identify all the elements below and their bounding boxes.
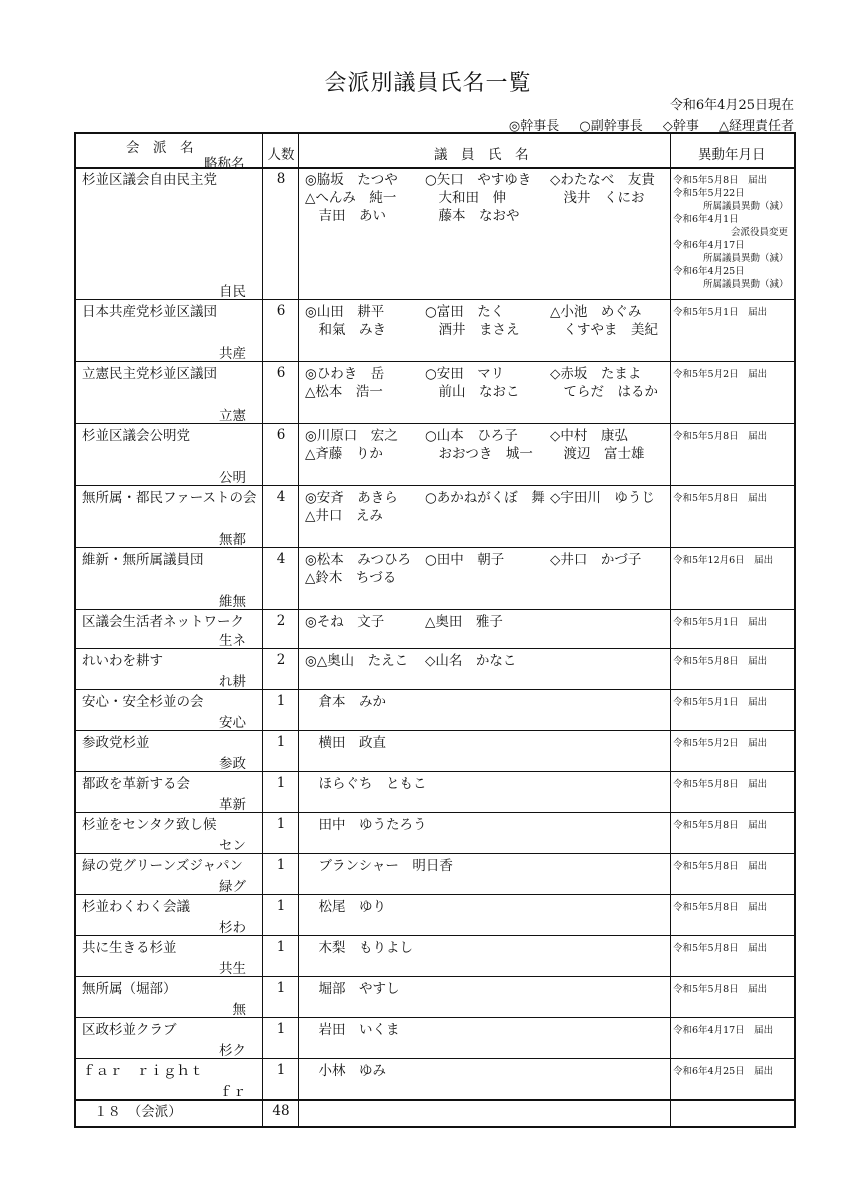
change-entry: 令和6年4月17日 <box>673 240 745 251</box>
change-entry: 所属議員異動（減） <box>703 201 789 212</box>
change-entry: 令和5年5月8日 届出 <box>673 861 768 872</box>
row-divider <box>76 1017 794 1018</box>
member-count: 1 <box>276 734 286 750</box>
legend-item: ◎幹事長 <box>508 119 560 134</box>
member-name: 田中 ゆうたろう <box>305 817 427 833</box>
member-name: ブランシャー 明日香 <box>305 858 453 874</box>
faction-abbr: 維無 <box>219 594 246 610</box>
change-history <box>673 696 767 709</box>
faction-name: 維新・無所属議員団 <box>82 552 204 568</box>
faction-name: 共に生きる杉並 <box>82 940 177 956</box>
member-count: 1 <box>276 816 286 832</box>
change-entry: 令和5年5月1日 届出 <box>673 307 768 318</box>
faction-name: ｆａｒ ｒｉｇｈｔ <box>82 1063 204 1079</box>
member-name: 横田 政直 <box>305 735 386 751</box>
member-name: 小林 ゆみ <box>305 1063 386 1079</box>
member-name: △井口 えみ <box>305 508 383 524</box>
as-of-date: 令和6年4月25日現在 <box>669 98 794 113</box>
member-count: 2 <box>276 652 286 668</box>
faction-name: 無所属（堀部） <box>82 981 177 997</box>
column-divider <box>298 134 299 1126</box>
row-divider <box>76 1099 794 1101</box>
member-name: 吉田 あい <box>305 208 386 224</box>
faction-abbr: 無 <box>232 1002 246 1018</box>
member-name: 倉本 みか <box>305 694 386 710</box>
member-count: 8 <box>276 171 286 187</box>
row-divider <box>76 1058 794 1059</box>
change-history <box>673 368 767 381</box>
member-name: 木梨 もりよし <box>305 940 413 956</box>
change-entry: 令和6年4月25日 届出 <box>673 1066 774 1077</box>
faction-abbr: 無都 <box>219 532 246 548</box>
row-divider <box>76 361 794 362</box>
change-entry: 令和6年4月17日 届出 <box>673 1025 774 1036</box>
row-divider <box>76 894 794 895</box>
member-name: △斉藤 りか <box>305 446 383 462</box>
member-name: ◎松本 みつひろ <box>305 552 412 568</box>
faction-abbr: 革新 <box>219 797 246 813</box>
faction-table <box>74 132 796 1128</box>
faction-abbr: 参政 <box>219 756 246 772</box>
change-history <box>673 1024 773 1037</box>
change-entry: 令和5年5月8日 届出 <box>673 431 768 442</box>
faction-abbr: 公明 <box>219 470 246 486</box>
faction-abbr: 杉わ <box>219 920 246 936</box>
change-history <box>673 860 767 873</box>
total-count: 48 <box>272 1103 290 1119</box>
row-divider <box>76 689 794 690</box>
member-name: △へんみ 純一 <box>305 190 397 206</box>
member-count: 6 <box>276 427 286 443</box>
change-entry: 令和5年5月2日 届出 <box>673 369 768 380</box>
member-count: 1 <box>276 898 286 914</box>
member-name: ◎山田 耕平 <box>305 304 385 320</box>
change-entry: 令和5年5月1日 届出 <box>673 697 768 708</box>
change-history <box>673 655 767 668</box>
change-entry: 令和5年5月8日 届出 <box>673 656 768 667</box>
member-count: 1 <box>276 1062 286 1078</box>
change-entry: 令和5年5月2日 届出 <box>673 738 768 749</box>
row-divider <box>76 730 794 731</box>
header-abbr: 略称名 <box>204 156 245 172</box>
member-name: △松本 浩一 <box>305 384 383 400</box>
change-entry: 所属議員異動（減） <box>703 279 789 290</box>
change-entry: 会派役員変更 <box>731 227 789 238</box>
faction-abbr: 自民 <box>219 284 246 300</box>
member-count: 1 <box>276 693 286 709</box>
change-history <box>673 430 767 443</box>
member-name: 和氣 みき <box>305 322 386 338</box>
member-name: 大和田 伸 <box>425 190 506 206</box>
total-factions: １８ （会派） <box>94 1104 182 1120</box>
faction-name: 都政を革新する会 <box>82 776 190 792</box>
faction-abbr: 生ネ <box>219 633 246 649</box>
row-divider <box>76 299 794 300</box>
faction-name: 杉並わくわく会議 <box>82 899 190 915</box>
member-name: 松尾 ゆり <box>305 899 386 915</box>
member-name: 堀部 やすし <box>305 981 400 997</box>
faction-name: 杉並区議会自由民主党 <box>82 172 217 188</box>
faction-name: 日本共産党杉並区議団 <box>82 304 217 320</box>
member-name: ○あかねがくぼ 舞 <box>425 490 545 506</box>
member-name: ほらぐち ともこ <box>305 776 427 792</box>
member-name: △鈴木 ちづる <box>305 570 397 586</box>
column-divider <box>670 134 671 1126</box>
member-name: ○安田 マリ <box>425 366 505 382</box>
header-members: 議 員 氏 名 <box>434 147 529 163</box>
row-divider <box>76 812 794 813</box>
member-name: 岩田 いくま <box>305 1022 400 1038</box>
page-title: 会派別議員氏名一覧 <box>324 71 532 96</box>
member-count: 1 <box>276 939 286 955</box>
faction-name: 立憲民主党杉並区議団 <box>82 366 217 382</box>
change-entry: 令和5年5月8日 届出 <box>673 779 768 790</box>
row-divider <box>76 648 794 649</box>
change-entry: 令和5年5月22日 <box>673 188 745 199</box>
member-name: ◎△奥山 たえこ <box>305 653 409 669</box>
change-history <box>673 492 767 505</box>
faction-name: 区政杉並クラブ <box>82 1022 177 1038</box>
member-name: ◎脇坂 たつや <box>305 172 398 188</box>
member-name: ◇山名 かなこ <box>425 653 517 669</box>
member-name: ◇わたなべ 友貴 <box>550 172 655 188</box>
row-divider <box>76 853 794 854</box>
member-name: 渡辺 富士雄 <box>550 446 645 462</box>
faction-abbr: 共産 <box>219 346 246 362</box>
change-history <box>673 942 767 955</box>
change-history <box>673 819 767 832</box>
change-entry: 令和5年5月8日 届出 <box>673 820 768 831</box>
member-count: 4 <box>276 551 286 567</box>
faction-name: 緑の党グリーンズジャパン <box>82 858 244 874</box>
member-name: ○田中 朝子 <box>425 552 505 568</box>
faction-name: 安心・安全杉並の会 <box>82 694 204 710</box>
member-name: おおつき 城一 <box>425 446 533 462</box>
row-divider <box>76 771 794 772</box>
member-name: ◇赤坂 たまよ <box>550 366 642 382</box>
faction-name: 区議会生活者ネットワーク <box>82 614 244 630</box>
change-entry: 令和5年5月8日 届出 <box>673 943 768 954</box>
faction-name: れいわを耕す <box>82 653 163 669</box>
member-count: 1 <box>276 980 286 996</box>
change-entry: 令和5年5月1日 届出 <box>673 617 768 628</box>
member-name: ◇中村 康弘 <box>550 428 628 444</box>
header-count: 人数 <box>267 147 295 163</box>
member-name: ○山本 ひろ子 <box>425 428 518 444</box>
row-divider <box>76 976 794 977</box>
change-history <box>673 174 789 291</box>
change-entry: 所属議員異動（減） <box>703 253 789 264</box>
header-faction: 会 派 名 <box>126 140 194 156</box>
member-count: 1 <box>276 775 286 791</box>
change-history <box>673 306 767 319</box>
member-count: 1 <box>276 1021 286 1037</box>
change-entry: 令和5年5月8日 届出 <box>673 902 768 913</box>
member-name: 酒井 まさえ <box>425 322 520 338</box>
header-changes: 異動年月日 <box>698 147 766 163</box>
change-history <box>673 616 767 629</box>
change-entry: 令和5年12月6日 届出 <box>673 555 774 566</box>
row-divider <box>76 485 794 486</box>
faction-abbr: 緑グ <box>219 879 246 895</box>
change-history <box>673 901 767 914</box>
header-divider <box>76 167 794 169</box>
member-name: ◎安斉 あきら <box>305 490 398 506</box>
member-name: △小池 めぐみ <box>550 304 642 320</box>
change-entry: 令和6年4月25日 <box>673 266 745 277</box>
change-entry: 令和5年5月8日 届出 <box>673 984 768 995</box>
member-name: 藤本 なおや <box>425 208 520 224</box>
member-name: くすやま 美紀 <box>550 322 658 338</box>
legend-item: △経理責任者 <box>719 119 794 134</box>
member-count: 1 <box>276 857 286 873</box>
faction-name: 杉並をセンタク致し候 <box>82 817 217 833</box>
faction-abbr: 立憲 <box>219 408 246 424</box>
faction-abbr: れ耕 <box>219 674 246 690</box>
faction-name: 杉並区議会公明党 <box>82 428 190 444</box>
member-name: てらだ はるか <box>550 384 658 400</box>
member-name: △奥田 雅子 <box>425 614 503 630</box>
member-name: ◎川原口 宏之 <box>305 428 398 444</box>
faction-abbr: 共生 <box>219 961 246 977</box>
change-history <box>673 1065 773 1078</box>
change-history <box>673 778 767 791</box>
row-divider <box>76 935 794 936</box>
faction-abbr: ｆｒ <box>219 1084 246 1100</box>
member-count: 4 <box>276 489 286 505</box>
member-name: ○矢口 やすゆき <box>425 172 532 188</box>
faction-name: 参政党杉並 <box>82 735 150 751</box>
member-count: 6 <box>276 303 286 319</box>
faction-name: 無所属・都民ファーストの会 <box>82 490 257 506</box>
column-divider <box>262 134 263 1126</box>
change-history <box>673 554 773 567</box>
faction-abbr: 安心 <box>219 715 246 731</box>
member-name: ○富田 たく <box>425 304 505 320</box>
member-name: ◇宇田川 ゆうじ <box>550 490 655 506</box>
member-count: 6 <box>276 365 286 381</box>
change-history <box>673 983 767 996</box>
legend-item: ◇幹事 <box>662 119 699 134</box>
row-divider <box>76 609 794 610</box>
change-entry: 令和6年4月1日 <box>673 214 739 225</box>
member-count: 2 <box>276 613 286 629</box>
change-history <box>673 737 767 750</box>
member-name: 浅井 くにお <box>550 190 645 206</box>
row-divider <box>76 547 794 548</box>
member-name: ◇井口 かづ子 <box>550 552 642 568</box>
faction-abbr: 杉ク <box>219 1043 246 1059</box>
change-entry: 令和5年5月8日 届出 <box>673 493 768 504</box>
legend-item: ○副幹事長 <box>579 119 643 134</box>
member-name: ◎ひわき 岳 <box>305 366 385 382</box>
member-name: 前山 なおこ <box>425 384 520 400</box>
member-name: ◎そね 文子 <box>305 614 385 630</box>
faction-abbr: セン <box>219 838 246 854</box>
change-entry: 令和5年5月8日 届出 <box>673 175 768 186</box>
row-divider <box>76 423 794 424</box>
